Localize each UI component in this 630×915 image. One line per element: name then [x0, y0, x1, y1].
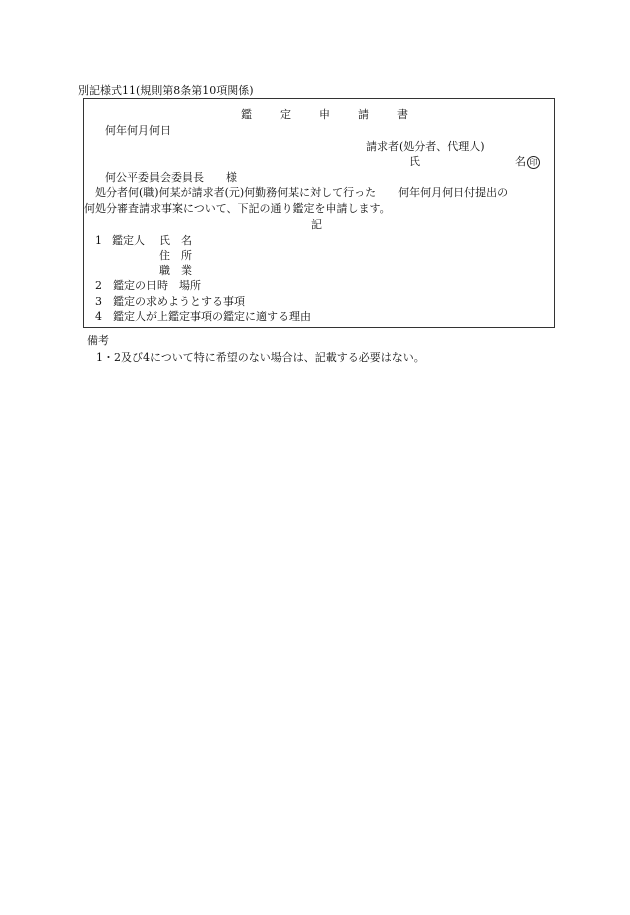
item-3: 3 鑑定の求めようとする事項 [95, 295, 245, 308]
body-line-1 [95, 186, 508, 199]
body-line-2: 何処分審査請求事案について、下記の通り鑑定を申請します。 [84, 202, 391, 215]
ki-heading: 記 [311, 218, 322, 231]
remarks-heading: 備考 [87, 334, 109, 347]
date-line: 何年何月何日 [105, 124, 171, 137]
title-char: 請 [358, 108, 369, 121]
item-1 [95, 234, 145, 247]
body-line-1b: 何年何月何日付提出の [398, 186, 509, 199]
title-char: 定 [280, 108, 291, 121]
name-label-mei-text: 名 [515, 155, 526, 168]
seal-mark: 印 [527, 156, 540, 169]
name-label-mei [515, 155, 540, 169]
title-char: 書 [397, 108, 408, 121]
item-1-number: 1 [95, 234, 102, 247]
form-title [241, 108, 408, 121]
item-1-name: 氏 名 [159, 234, 192, 247]
form-reference: 別記様式11(規則第8条第10項関係) [78, 84, 254, 97]
item-4: 4 鑑定人が上鑑定事項の鑑定に適する理由 [95, 310, 311, 323]
body-line-1a: 処分者何(職)何某が請求者(元)何勤務何某に対して行った [95, 186, 377, 199]
addressee-name: 何公平委員会委員長 [105, 171, 204, 184]
item-1-label: 鑑定人 [112, 234, 145, 247]
name-label-shi: 氏 [409, 155, 420, 168]
applicant-label: 請求者(処分者、代理人) [366, 140, 485, 153]
addressee [105, 171, 237, 184]
item-1-address: 住 所 [159, 249, 192, 262]
item-2: 2 鑑定の日時 場所 [95, 279, 201, 292]
remarks-text: 1・2及び4について特に希望のない場合は、記載する必要はない。 [96, 351, 425, 364]
title-char: 鑑 [241, 108, 252, 121]
title-char: 申 [319, 108, 330, 121]
addressee-suffix: 様 [226, 171, 237, 184]
item-1-job: 職 業 [159, 264, 192, 277]
